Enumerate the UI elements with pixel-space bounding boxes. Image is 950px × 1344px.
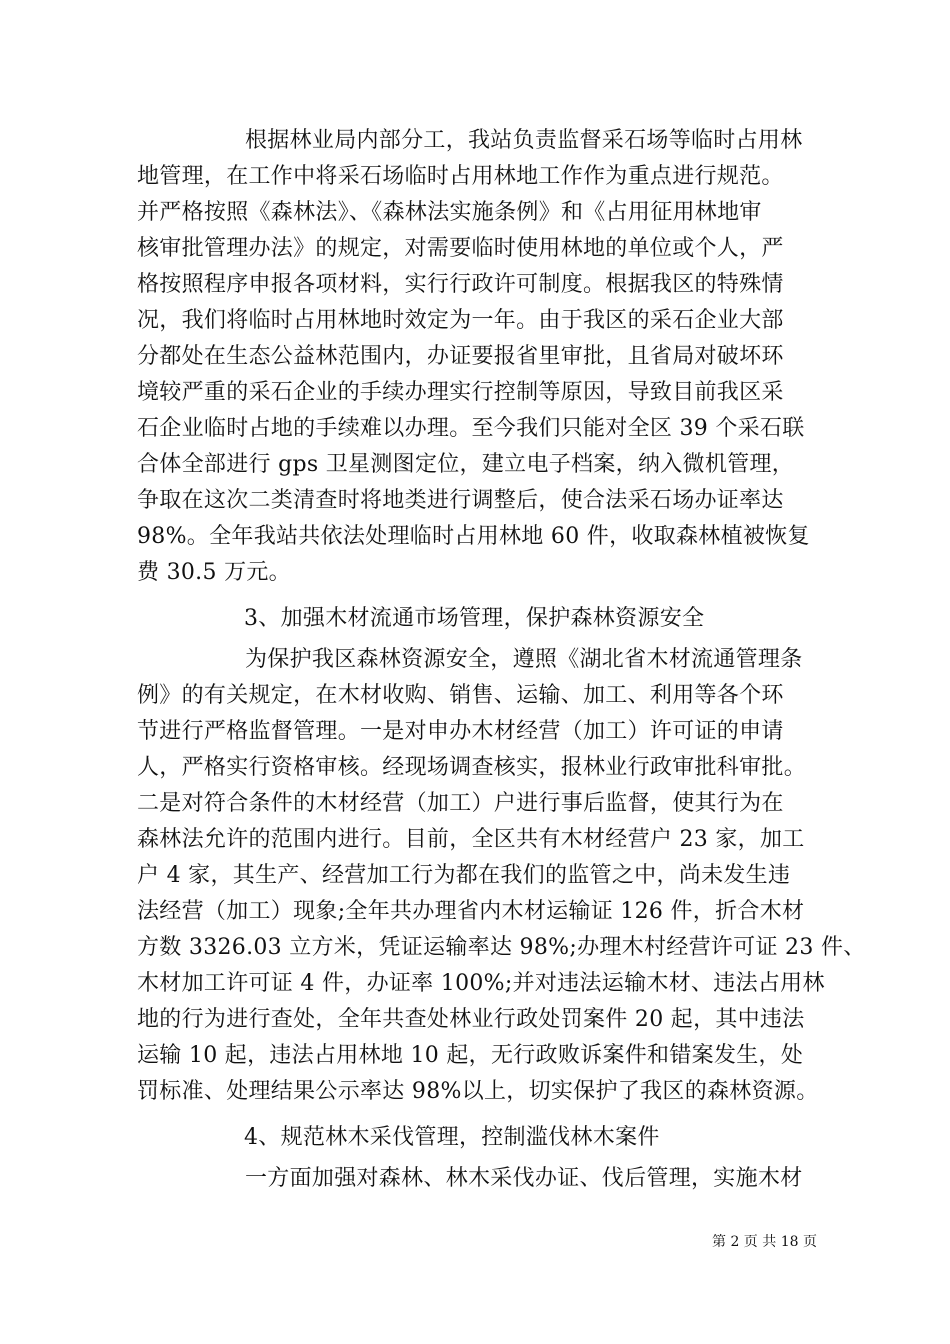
paragraph-line: 根据林业局内部分工，我站负责监督采石场等临时占用林 (245, 128, 803, 153)
paragraph-line: 争取在这次二类清查时将地类进行调整后，使合法采石场办证率达 (137, 488, 784, 513)
paragraph-line: 地的行为进行查处，全年共查处林业行政处罚案件 20 起，其中违法 (137, 1007, 805, 1032)
paragraph-line: 格按照程序申报各项材料，实行行政许可制度。根据我区的特殊情 (137, 272, 784, 297)
section-heading: 3、加强木材流通市场管理，保护森林资源安全 (244, 606, 705, 631)
paragraph-line: 例》的有关规定，在木材收购、销售、运输、加工、利用等各个环 (137, 683, 784, 708)
paragraph-line: 人，严格实行资格审核。经现场调查核实，报林业行政审批科审批。 (137, 755, 807, 780)
section-heading: 4、规范林木采伐管理，控制滥伐林木案件 (244, 1125, 660, 1150)
paragraph-line: 木材加工许可证 4 件，办证率 100%;并对违法运输木材、违法占用林 (137, 971, 825, 996)
paragraph-line: 石企业临时占地的手续难以办理。至今我们只能对全区 39 个采石联 (137, 416, 805, 441)
paragraph-line: 户 4 家，其生产、经营加工行为都在我们的监管之中，尚未发生违 (137, 863, 791, 888)
page-number: 第 2 页 共 18 页 (712, 1234, 817, 1250)
paragraph-line: 费 30.5 万元。 (137, 560, 291, 585)
paragraph-line: 并严格按照《森林法》、《森林法实施条例》和《占用征用林地审 (137, 200, 762, 225)
paragraph-line: 森林法允许的范围内进行。目前，全区共有木材经营户 23 家，加工 (137, 827, 805, 852)
paragraph-line: 地管理，在工作中将采石场临时占用林地工作作为重点进行规范。 (137, 164, 784, 189)
paragraph-line: 一方面加强对森林、林木采伐办证、伐后管理，实施木材 (245, 1166, 803, 1191)
paragraph-line: 方数 3326.03 立方米，凭证运输率达 98%;办理木村经营许可证 23 件、 (137, 935, 866, 960)
paragraph-line: 为保护我区森林资源安全，遵照《湖北省木材流通管理条 (245, 647, 803, 672)
paragraph-line: 核审批管理办法》的规定，对需要临时使用林地的单位或个人，严 (137, 236, 784, 261)
paragraph-line: 98%。全年我站共依法处理临时占用林地 60 件，收取森林植被恢复 (137, 524, 810, 549)
paragraph-line: 合体全部进行 gps 卫星测图定位，建立电子档案，纳入微机管理， (137, 452, 795, 477)
paragraph-line: 运输 10 起，违法占用林地 10 起，无行政败诉案件和错案发生，处 (137, 1043, 804, 1068)
paragraph-line: 二是对符合条件的木材经营（加工）户进行事后监督，使其行为在 (137, 791, 784, 816)
paragraph-line: 节进行严格监督管理。一是对申办木材经营（加工）许可证的申请 (137, 719, 784, 744)
paragraph-line: 分都处在生态公益林范围内，办证要报省里审批，且省局对破坏环 (137, 344, 784, 369)
paragraph-line: 境较严重的采石企业的手续办理实行控制等原因，导致目前我区采 (137, 380, 784, 405)
paragraph-line: 况，我们将临时占用林地时效定为一年。由于我区的采石企业大部 (137, 308, 784, 333)
paragraph-line: 罚标准、处理结果公示率达 98%以上，切实保护了我区的森林资源。 (137, 1079, 819, 1104)
paragraph-line: 法经营（加工）现象;全年共办理省内木材运输证 126 件，折合木材 (137, 899, 805, 924)
